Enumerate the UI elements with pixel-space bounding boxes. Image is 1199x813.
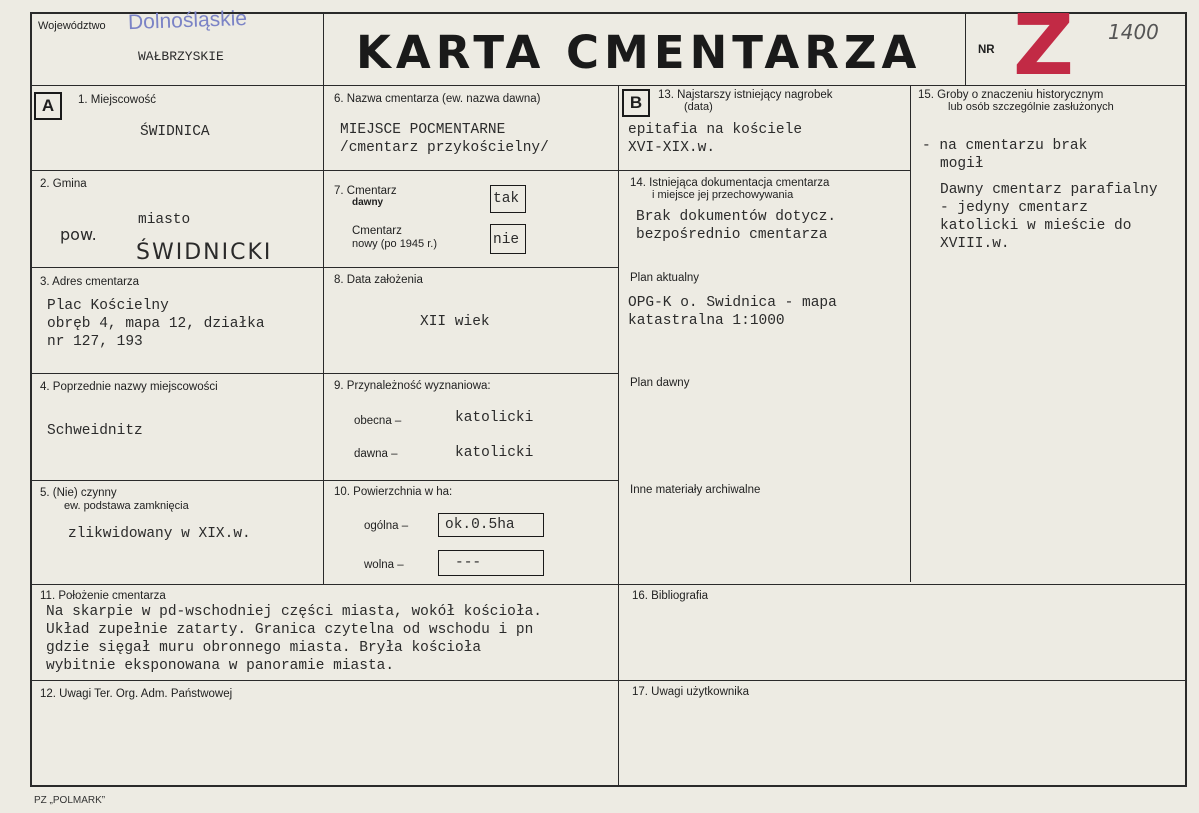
location-line-2: Układ zupełnie zatarty. Granica czytelna od wschodu i pn — [46, 622, 534, 638]
field-3-label: 3. Adres cmentarza — [40, 276, 140, 288]
column-divider-1 — [323, 12, 324, 584]
field-14-sublabel: i miejsce jej przechowywania — [652, 189, 794, 201]
obecna-label: obecna – — [354, 415, 402, 427]
graves-line-5: katolicki w mieście do — [940, 218, 1132, 234]
field-16-label: 16. Bibliografia — [632, 590, 709, 602]
documentation-line-1: Brak dokumentów dotycz. — [636, 209, 837, 225]
field-13-label: 13. Najstarszy istniejący nagrobek — [658, 89, 833, 101]
field-12-label: 12. Uwagi Ter. Org. Adm. Państwowej — [40, 688, 233, 700]
row-divider-b — [618, 170, 910, 171]
field-2-label: 2. Gmina — [40, 178, 87, 190]
wolna-box — [438, 550, 544, 576]
ogolna-value: ok.0.5ha — [445, 517, 515, 533]
address-line-1: Plac Kościelny — [47, 298, 169, 314]
field-10-label: 10. Powierzchnia w ha: — [334, 486, 453, 498]
section-b-box: B — [622, 89, 650, 117]
graves-line-1: - na cmentarzu brak — [922, 138, 1088, 154]
nie-box — [490, 224, 526, 254]
address-line-3: nr 127, 193 — [47, 334, 143, 350]
graves-line-2: mogił — [940, 156, 984, 172]
oldest-gravestone-line-1: epitafia na kościele — [628, 122, 803, 138]
column-divider-2 — [618, 85, 619, 787]
field-5-sublabel: ew. podstawa zamknięcia — [64, 500, 189, 512]
graves-line-6: XVIII.w. — [940, 236, 1010, 252]
nr-handwritten: 1400 — [1108, 20, 1159, 44]
wojewodztwo-label: Województwo — [38, 20, 106, 32]
graves-line-4: - jedyny cmentarz — [940, 200, 1088, 216]
plan-dawny-label: Plan dawny — [630, 377, 690, 389]
location-line-4: wybitnie eksponowana w panoramie miasta. — [46, 658, 395, 674]
field-14-label: 14. Istniejąca dokumentacja cmentarza — [630, 177, 830, 189]
wojewodztwo-stamp: Dolnośląskie — [127, 6, 248, 35]
inne-materialy-label: Inne materiały archiwalne — [630, 484, 761, 496]
row-divider-6 — [30, 680, 1187, 681]
address-line-2: obręb 4, mapa 12, działka — [47, 316, 265, 332]
powiat-label: pow. — [60, 225, 97, 244]
row-divider-2 — [30, 267, 618, 268]
ogolna-box — [438, 513, 544, 537]
field-17-label: 17. Uwagi użytkownika — [632, 686, 749, 698]
field-1-label: 1. Miejscowość — [78, 94, 156, 106]
nr-divider — [965, 12, 966, 85]
column-divider-3 — [910, 85, 911, 582]
field-8-value: XII wiek — [420, 314, 490, 330]
field-5-label: 5. (Nie) czynny — [40, 487, 117, 499]
tak-value: tak — [493, 191, 520, 207]
cemetery-name-line-2: /cmentarz przykościelny/ — [340, 140, 549, 156]
field-7-dawny: dawny — [352, 197, 384, 208]
nie-value: nie — [493, 232, 520, 248]
field-8-label: 8. Data założenia — [334, 274, 423, 286]
field-4-label: 4. Poprzednie nazwy miejscowości — [40, 381, 218, 393]
cemetery-name-line-1: MIEJSCE POCMENTARNE — [340, 122, 506, 138]
tak-box — [490, 185, 526, 213]
field-7-nowy-label: Cmentarz — [352, 225, 402, 237]
field-15-sublabel: lub osób szczególnie zasłużonych — [948, 101, 1114, 113]
nr-label: NR — [978, 44, 995, 56]
plan-aktualny-label: Plan aktualny — [630, 272, 700, 284]
nr-letter-stamp: Z — [1013, 0, 1074, 94]
printer-imprint: PZ „POLMARK” — [34, 795, 106, 806]
plan-aktualny-line-1: OPG-K o. Swidnica - mapa — [628, 295, 837, 311]
field-7-label: 7. Cmentarz — [334, 185, 397, 197]
ogolna-label: ogólna – — [364, 520, 409, 532]
powiat-value: ŚWIDNICKI — [136, 240, 273, 265]
location-line-1: Na skarpie w pd-wschodniej części miasta, wokół kościoła. — [46, 604, 542, 620]
row-divider-4 — [30, 480, 618, 481]
field-7-nowy-sublabel: nowy (po 1945 r.) — [352, 238, 437, 250]
field-4-value: Schweidnitz — [47, 423, 143, 439]
documentation-line-2: bezpośrednio cmentarza — [636, 227, 828, 243]
wojewodztwo-value: WAŁBRZYSKIE — [138, 49, 224, 64]
obecna-value: katolicki — [455, 410, 534, 426]
card-title: KARTA CMENTARZA — [356, 26, 922, 79]
row-divider-3 — [30, 373, 618, 374]
field-13-sublabel: (data) — [684, 101, 713, 113]
location-line-3: gdzie sięgał muru obronnego miasta. Bryła kościoła — [46, 640, 482, 656]
row-divider-5 — [30, 584, 1187, 585]
field-11-label: 11. Położenie cmentarza — [40, 590, 166, 602]
section-a-box: A — [34, 92, 62, 120]
field-1-value: ŚWIDNICA — [140, 124, 210, 140]
field-5-value: zlikwidowany w XIX.w. — [68, 526, 251, 542]
field-9-label: 9. Przynależność wyznaniowa: — [334, 380, 491, 392]
oldest-gravestone-line-2: XVI-XIX.w. — [628, 140, 716, 156]
row-divider-1 — [30, 170, 618, 171]
dawna-value: katolicki — [455, 445, 534, 461]
field-2-value: miasto — [138, 212, 191, 228]
wolna-label: wolna – — [364, 559, 404, 571]
field-15-label: 15. Groby o znaczeniu historycznym — [918, 89, 1104, 101]
wolna-value: --- — [455, 555, 482, 571]
graves-line-3: Dawny cmentarz parafialny — [940, 182, 1158, 198]
field-6-label: 6. Nazwa cmentarza (ew. nazwa dawna) — [334, 93, 541, 105]
plan-aktualny-line-2: katastralna 1:1000 — [628, 313, 785, 329]
dawna-label: dawna – — [354, 448, 398, 460]
